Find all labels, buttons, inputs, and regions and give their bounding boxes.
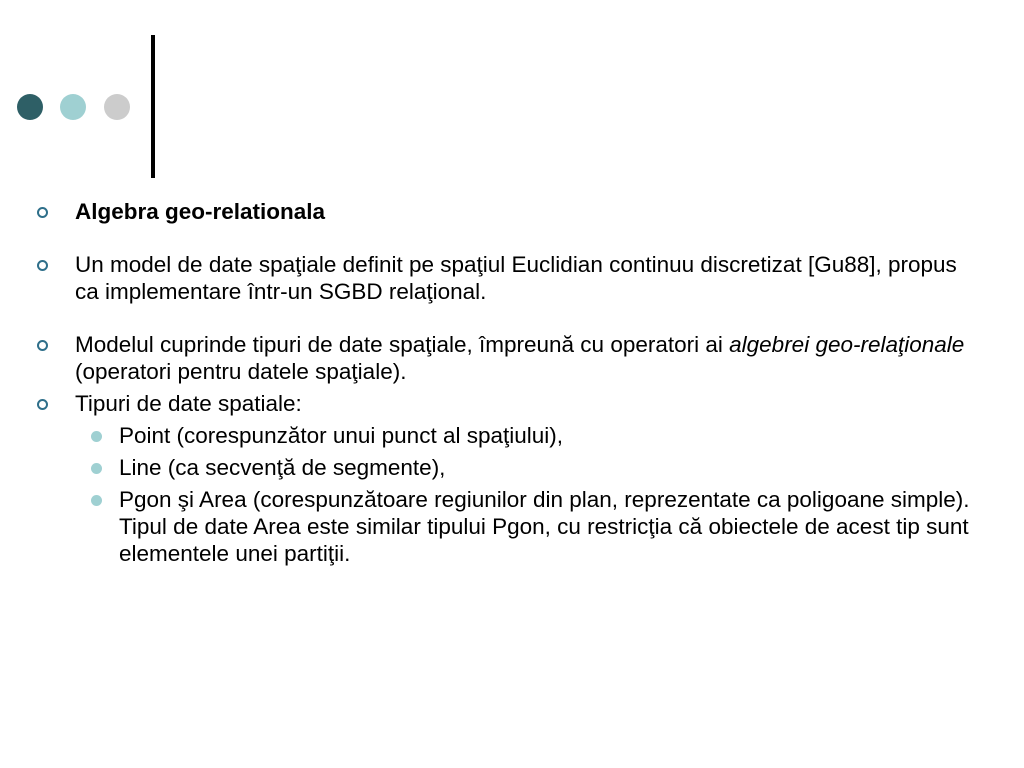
- dot-bullet-icon: [91, 495, 102, 506]
- bullet-item-model: [33, 251, 983, 305]
- decorative-vertical-line: [151, 35, 155, 178]
- sub-bullet-item-pgon-area: [33, 486, 983, 567]
- dot-bullet-icon: [91, 431, 102, 442]
- sub-bullet-item-line: [33, 454, 983, 481]
- bullet-item-operators: [33, 331, 983, 385]
- bullet-text-end: (operatori pentru datele spaţiale).: [75, 359, 407, 384]
- sub-bullet-item-point: [33, 422, 983, 449]
- sub-bullet-text: Line (ca secvenţă de segmente),: [119, 455, 446, 480]
- decorative-dot-dark: [17, 94, 43, 120]
- sub-bullet-text: Point (corespunzător unui punct al spaţiului),: [119, 423, 564, 448]
- bullet-item-types: [33, 390, 983, 417]
- ring-bullet-icon: [37, 207, 48, 218]
- decorative-dot-light-teal: [60, 94, 86, 120]
- ring-bullet-icon: [37, 260, 48, 271]
- bullet-text-italic: algebrei geo-relaţionale: [729, 332, 965, 357]
- bullet-item-title: [33, 198, 983, 225]
- bullet-text: Algebra geo-relationala: [75, 199, 326, 224]
- dot-bullet-icon: [91, 463, 102, 474]
- bullet-text: Un model de date spaţiale definit pe spaţiul Euclidian continuu discretizat [Gu88], propus ca implementare într-un SGBD relaţional.: [75, 252, 957, 304]
- sub-bullet-text: Pgon şi Area (corespunzătoare regiunilor din plan, reprezentate ca poligoane simple). Tipul de date Area este similar tipului Pgon, cu restricţia că obiectele de acest tip sunt elementele unei partiţii.: [119, 487, 970, 566]
- bullet-text: Tipuri de date spatiale:: [75, 391, 302, 416]
- ring-bullet-icon: [37, 340, 48, 351]
- decorative-dot-grey: [104, 94, 130, 120]
- slide-body: [33, 198, 983, 572]
- bullet-text-start: Modelul cuprinde tipuri de date spaţiale, împreună cu operatori ai: [75, 332, 730, 357]
- ring-bullet-icon: [37, 399, 48, 410]
